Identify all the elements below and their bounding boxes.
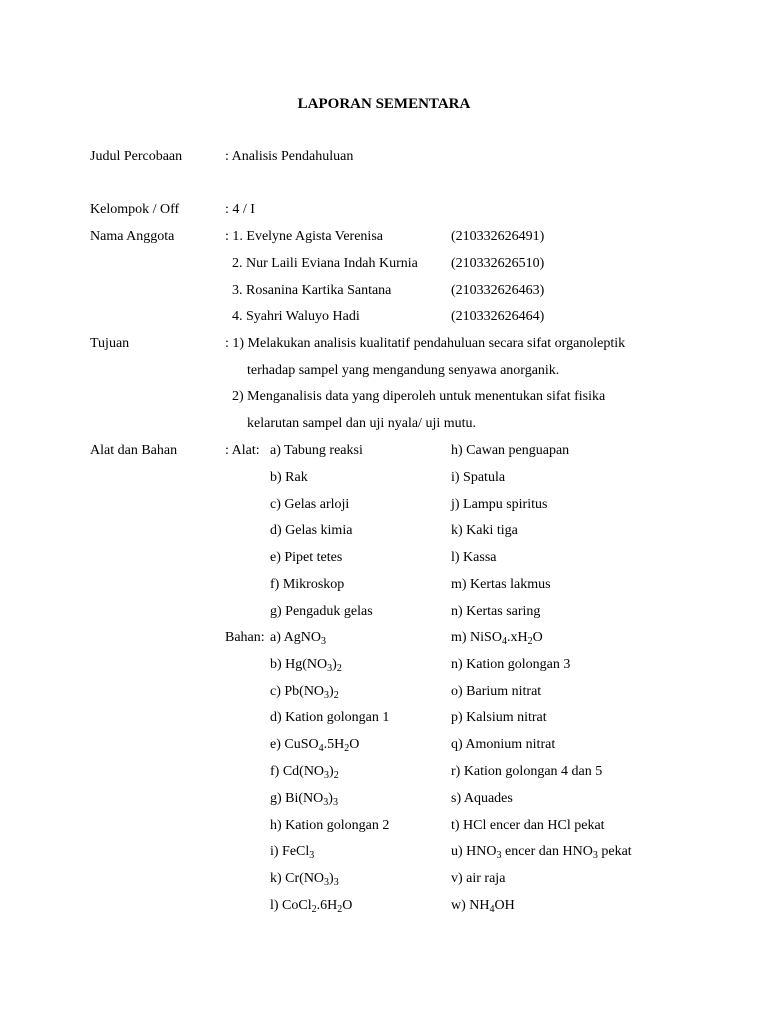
kelompok-value: : 4 / I bbox=[225, 202, 255, 217]
alat-item: m) Kertas lakmus bbox=[451, 577, 551, 592]
bahan-item: s) Aquades bbox=[451, 790, 513, 806]
alat-item: f) Mikroskop bbox=[270, 577, 345, 592]
bahan-item: o) Barium nitrat bbox=[451, 683, 542, 699]
bahan-item: w) $NH_4OH$ bbox=[451, 898, 515, 915]
bahan-item: q) Amonium nitrat bbox=[451, 737, 556, 753]
member-nim: (210332626463) bbox=[451, 283, 545, 298]
bahan-item: n) Kation golongan 3 bbox=[451, 656, 571, 672]
alat-item: e) Pipet tetes bbox=[270, 550, 343, 566]
bahan-item: r) Kation golongan 4 dan 5 bbox=[451, 764, 603, 779]
alat-item: i) Spatula bbox=[451, 469, 506, 485]
member-name: : 1. Evelyne Agista Verenisa bbox=[225, 229, 383, 244]
alat-item: k) Kaki tiga bbox=[451, 523, 518, 539]
alat-bahan-label: Alat dan Bahan bbox=[90, 443, 178, 458]
bahan-item: t) HCl encer dan HCl pekat bbox=[451, 817, 605, 833]
alat-label: : Alat: bbox=[225, 443, 260, 458]
bahan-item: c) $Pb(NO_3)_2$ bbox=[270, 683, 339, 701]
bahan-item: d) Kation golongan 1 bbox=[270, 710, 390, 726]
bahan-item: k) $Cr(NO_3)_3$ bbox=[270, 871, 339, 889]
alat-item: b) Rak bbox=[270, 469, 308, 485]
bahan-label: Bahan: bbox=[225, 630, 265, 645]
member-nim: (210332626510) bbox=[451, 256, 545, 271]
alat-item: j) Lampu spiritus bbox=[451, 496, 548, 512]
bahan-item: p) Kalsium nitrat bbox=[451, 710, 547, 726]
alat-item: d) Gelas kimia bbox=[270, 523, 353, 539]
member-nim: (210332626464) bbox=[451, 309, 545, 324]
bahan-item: f) $Cd(NO_3)_2$ bbox=[270, 764, 339, 781]
alat-item: c) Gelas arloji bbox=[270, 496, 350, 512]
member-name: 3. Rosanina Kartika Santana bbox=[232, 283, 392, 298]
tujuan-line: 2) Menganalisis data yang diperoleh untuk menentukan sifat fisika bbox=[232, 389, 606, 404]
page-title: LAPORAN SEMENTARA bbox=[297, 96, 471, 112]
bahan-item: h) Kation golongan 2 bbox=[270, 817, 390, 833]
judul-label: Judul Percobaan bbox=[90, 149, 183, 164]
bahan-item: l) $CoCl_2.6H_2O$ bbox=[270, 898, 353, 915]
alat-item: l) Kassa bbox=[451, 550, 497, 566]
alat-item: n) Kertas saring bbox=[451, 603, 541, 619]
alat-item: a) Tabung reaksi bbox=[270, 443, 363, 458]
tujuan-line: kelarutan sampel dan uji nyala/ uji mutu. bbox=[247, 416, 476, 431]
kelompok-label: Kelompok / Off bbox=[90, 202, 180, 217]
bahan-item: m) $NiSO_4.xH_2O$ bbox=[451, 630, 543, 647]
bahan-item: b) $Hg(NO_3)_2$ bbox=[270, 656, 342, 674]
alat-item: g) Pengaduk gelas bbox=[270, 603, 373, 619]
tujuan-label: Tujuan bbox=[90, 336, 130, 351]
judul-value: : Analisis Pendahuluan bbox=[225, 149, 354, 164]
bahan-item: g) $Bi(NO_3)_3$ bbox=[270, 790, 338, 808]
anggota-label: Nama Anggota bbox=[90, 229, 175, 244]
alat-item: h) Cawan penguapan bbox=[451, 443, 570, 458]
member-name: 2. Nur Laili Eviana Indah Kurnia bbox=[232, 256, 418, 271]
tujuan-line: : 1) Melakukan analisis kualitatif pendahuluan secara sifat organoleptik bbox=[225, 336, 626, 351]
bahan-item: i) FeCl$_3$ bbox=[270, 844, 315, 862]
bahan-item: e) $CuSO_4.5H_2O$ bbox=[270, 737, 360, 755]
bahan-item: v) air raja bbox=[451, 871, 506, 887]
tujuan-line: terhadap sampel yang mengandung senyawa anorganik. bbox=[247, 363, 560, 378]
bahan-item: u) $HNO_3$ encer dan $HNO_3$ pekat bbox=[451, 844, 632, 862]
bahan-item: a) AgNO$_3$ bbox=[270, 630, 326, 647]
member-name: 4. Syahri Waluyo Hadi bbox=[232, 309, 360, 324]
member-nim: (210332626491) bbox=[451, 229, 545, 244]
